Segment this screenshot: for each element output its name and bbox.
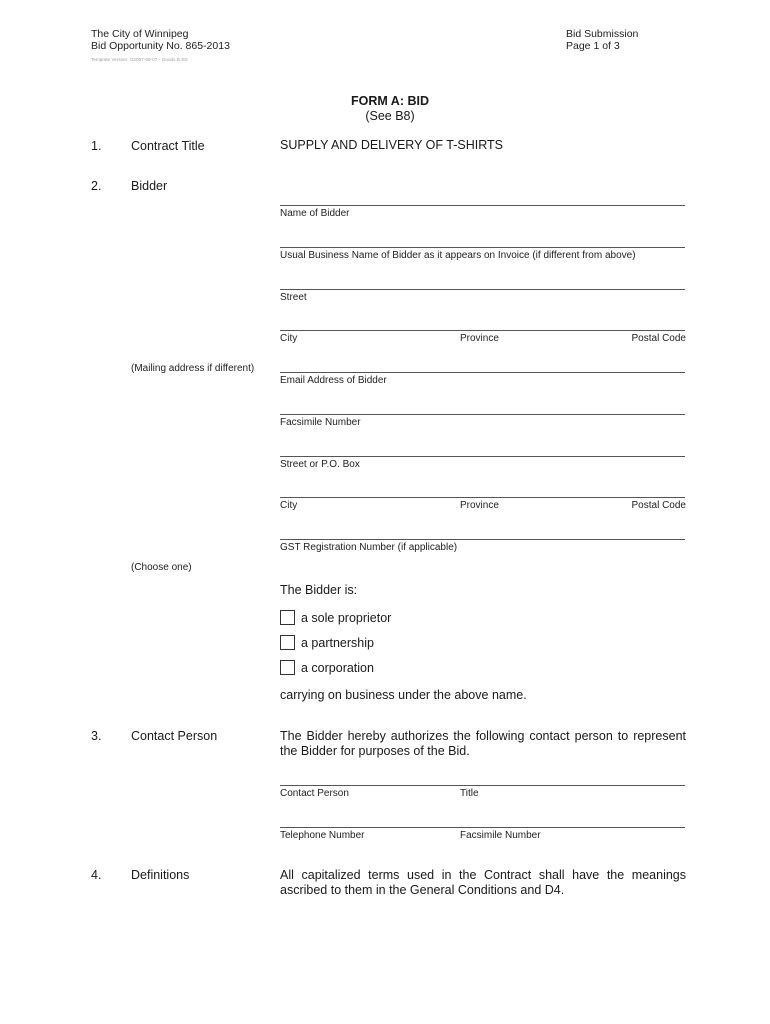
usual-name-caption: Usual Business Name of Bidder as it appears on Invoice (if different from above) [280,250,636,261]
section-2-number: 2. [91,179,102,193]
partnership-checkbox[interactable] [280,635,295,650]
bidder-name-caption: Name of Bidder [280,208,350,219]
header-org: The City of Winnipeg [91,28,189,40]
sole-proprietor-checkbox[interactable] [280,610,295,625]
partnership-label: a partnership [301,636,374,650]
email-line[interactable] [280,372,685,373]
contact-fax-caption: Facsimile Number [460,830,541,841]
form-title: FORM A: BID [351,94,429,108]
phone-fax-line[interactable] [280,827,685,828]
bidder-is-label: The Bidder is: [280,583,358,597]
section-3-number: 3. [91,729,102,743]
section-4-label: Definitions [131,868,190,882]
section-1-number: 1. [91,139,102,153]
header-page-number: Page 1 of 3 [566,40,620,52]
street-po-line[interactable] [280,456,685,457]
postal-code-caption: Postal Code [631,333,686,344]
header-template-version: Template Version: G2007-09-07 - Goods B.SD [91,57,188,62]
street-caption: Street [280,292,307,303]
corporation-checkbox[interactable] [280,660,295,675]
fax-caption: Facsimile Number [280,417,361,428]
gst-caption: GST Registration Number (if applicable) [280,542,458,553]
contact-title-line[interactable] [280,785,685,786]
header-bid-submission: Bid Submission [566,28,639,40]
city-province-postal-line-2[interactable] [280,497,685,498]
postal-code-caption-2: Postal Code [631,500,686,511]
usual-name-line[interactable] [280,247,685,248]
contact-title-caption: Title [460,788,479,799]
contact-person-caption: Contact Person [280,788,349,799]
bidder-name-line[interactable] [280,205,685,206]
section-4-number: 4. [91,868,102,882]
contract-title-value: SUPPLY AND DELIVERY OF T-SHIRTS [280,138,503,152]
contact-person-text: The Bidder hereby authorizes the following contact person to represent the Bidder for purposes of the Bid. [280,729,686,758]
fax-line[interactable] [280,414,685,415]
section-1-label: Contract Title [131,139,205,153]
telephone-caption: Telephone Number [280,830,365,841]
street-line[interactable] [280,289,685,290]
province-caption: Province [460,333,499,344]
email-caption: Email Address of Bidder [280,375,387,386]
corporation-label: a corporation [301,661,374,675]
section-3-label: Contact Person [131,729,218,743]
form-subtitle: (See B8) [365,109,415,123]
gst-line[interactable] [280,539,685,540]
street-po-caption: Street or P.O. Box [280,459,360,470]
province-caption-2: Province [460,500,499,511]
definitions-text: All capitalized terms used in the Contract shall have the meanings ascribed to them in the General Conditions and D4. [280,868,686,897]
header-bid-number: Bid Opportunity No. 865-2013 [91,40,230,52]
section-2-label: Bidder [131,179,168,193]
city-caption: City [280,333,298,344]
mailing-address-note: (Mailing address if different) [131,363,255,374]
choose-one-note: (Choose one) [131,562,192,573]
sole-proprietor-label: a sole proprietor [301,611,392,625]
carrying-on-business-text: carrying on business under the above name. [280,688,527,702]
city-province-postal-line[interactable] [280,330,685,331]
city-caption-2: City [280,500,298,511]
